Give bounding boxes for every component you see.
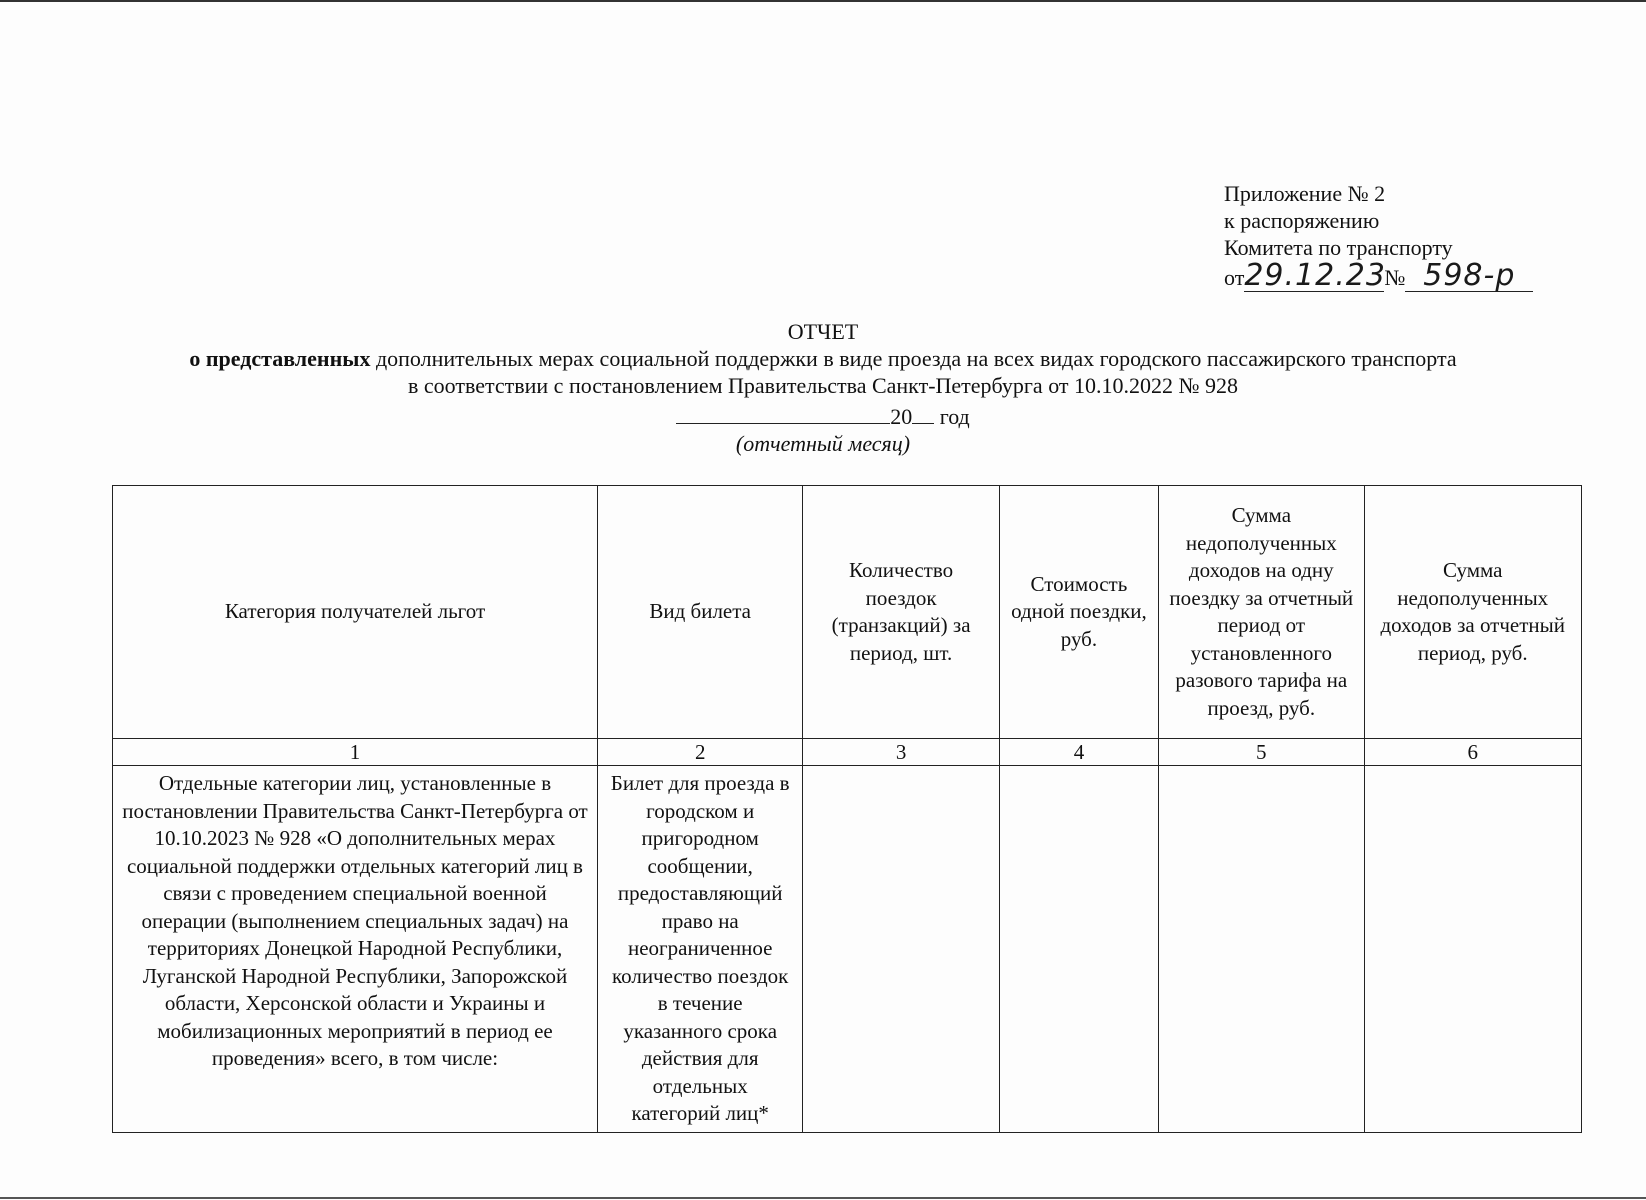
appendix-line-2: к распоряжению [1224,208,1380,233]
report-title-line-2: в соответствии с постановлением Правительства Санкт-Петербурга от 10.10.2022 № 928 [407,373,1239,398]
cell-ticket-type: Билет для проезда в городском и пригородном сообщении, предоставляющий право на неограниченное количество поездок в течение указанного срока действия для отдельных категорий лиц* [597,766,802,1133]
cell-category: Отдельные категории лиц, установленные в постановлении Правительства Санкт-Петербурга от 10.10.2023 № 928 «О дополнительных мерах социальной поддержки отдельных категорий лиц в связи с проведением специальной военной операции (выполнением специальных задач) на территориях Донецкой Народной Республики, Луганской Народной Республики, Запорожской области, Херсонской области и Украины и мобилизационных мероприятий в период ее проведения» всего, в том числе: [113,766,598,1133]
cell-loss-per-trip [1159,766,1364,1133]
report-table [112,485,1582,1133]
cell-trip-count [803,766,999,1133]
header-ticket-type: Вид билета [597,486,802,739]
table-header-row [113,486,1582,739]
appendix-line-3: Комитета по транспорту [1224,235,1453,260]
page-top-border [0,0,1646,2]
cell-loss-total [1364,766,1582,1133]
year-prefix: 20 [890,404,913,429]
column-number: 4 [999,739,1158,766]
column-number-row [113,739,1582,766]
year-suffix: год [939,404,970,429]
header-loss-per-trip: Сумма недополученных доходов на одну поездку за отчетный период от установленного разового тарифа на проезд, руб. [1159,486,1364,739]
table-row [113,766,1582,1133]
period-line [0,403,1646,430]
header-trip-count: Количество поездок (транзакций) за период, шт. [803,486,999,739]
period-note: (отчетный месяц) [735,431,911,456]
page-bottom-border [0,1197,1646,1199]
cell-trip-price [999,766,1158,1133]
header-trip-price: Стоимость одной поездки, руб. [999,486,1158,739]
appendix-block [1224,180,1584,292]
from-label: от [1224,265,1245,290]
number-label: № [1384,265,1406,290]
handwritten-number: 598-р [1405,261,1533,292]
report-title-bold: о представленных [189,346,371,371]
column-number: 6 [1364,739,1582,766]
column-number: 3 [803,739,999,766]
appendix-date-number-line [1224,258,1584,293]
month-blank [676,403,890,424]
report-heading: ОТЧЕТ [787,319,859,344]
header-category: Категория получателей льгот [113,486,598,739]
column-number: 2 [597,739,802,766]
report-title-rest: дополнительных мерах социальной поддержки в виде проезда на всех видах городского пассажирского транспорта [370,346,1457,371]
report-title-block [0,318,1646,457]
column-number: 5 [1159,739,1364,766]
report-title-line-1 [0,345,1646,372]
column-number: 1 [113,739,598,766]
year-blank [912,403,934,424]
header-loss-total: Сумма недополученных доходов за отчетный период, руб. [1364,486,1582,739]
handwritten-date: 29.12.23 [1244,258,1386,293]
appendix-line-1: Приложение № 2 [1224,181,1386,206]
